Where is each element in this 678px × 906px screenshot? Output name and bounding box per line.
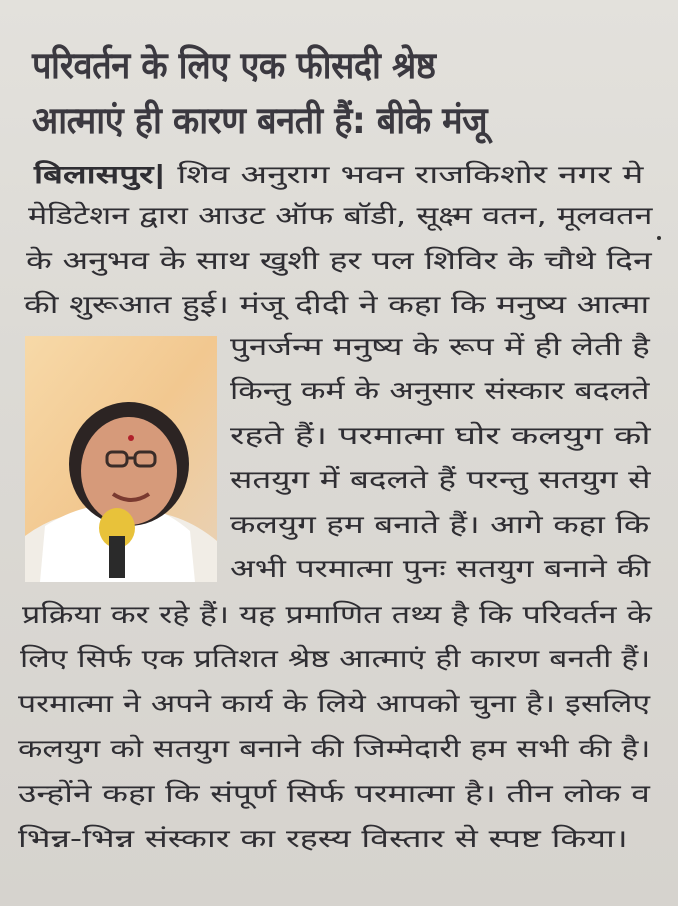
body-line-2: मेडिटेशन द्वारा आउट ऑफ बॉडी, सूक्ष्म वतन, मूलवतन — [28, 201, 653, 230]
body-line-5: पुनर्जन्म मनुष्य के रूप में ही लेती है — [230, 332, 650, 361]
headline — [32, 38, 652, 148]
print-speck — [657, 236, 661, 240]
body-line-15: उन्होंने कहा कि संपूर्ण सिर्फ परमात्मा है। तीन लोक व — [18, 779, 650, 808]
body-line-8: सतयुग में बदलते हैं परन्तु सतयुग से — [230, 465, 651, 494]
headline-line-2: आत्माएं ही कारण बनती हैं: बीके मंजू — [32, 99, 488, 142]
dateline: बिलासपुर| — [34, 160, 167, 189]
body-line-14: कलयुग को सतयुग बनाने की जिम्मेदारी हम सभी की है। — [18, 734, 651, 763]
body-line-10: अभी परमात्मा पुनः सतयुग बनाने की — [230, 554, 651, 583]
body-line-6: किन्तु कर्म के अनुसार संस्कार बदलते — [230, 376, 650, 405]
headline-line-1: परिवर्तन के लिए एक फीसदी श्रेष्ठ — [32, 44, 436, 87]
speaker-photo — [25, 336, 217, 582]
body-line-4: की शुरूआत हुई। मंजू दीदी ने कहा कि मनुष्य आत्मा — [24, 290, 650, 319]
body-line-3: के अनुभव के साथ खुशी हर पल शिविर के चौथे दिन — [26, 246, 652, 275]
body-line-13: परमात्मा ने अपने कार्य के लिये आपको चुना है। इसलिए — [18, 689, 650, 718]
body-line-1 — [34, 160, 643, 190]
body-line-12: लिए सिर्फ एक प्रतिशत श्रेष्ठ आत्माएं ही कारण बनती हैं। — [20, 644, 651, 673]
body-line-7: रहते हैं। परमात्मा घोर कलयुग को — [230, 421, 651, 450]
body-line-1-text: शिव अनुराग भवन राजकिशोर नगर मे — [166, 160, 644, 189]
body-line-11: प्रक्रिया कर रहे हैं। यह प्रमाणित तथ्य है कि परिवर्तन के — [22, 600, 652, 629]
speaker-portrait-image — [25, 336, 217, 582]
body-line-9: कलयुग हम बनाते हैं। आगे कहा कि — [230, 510, 650, 539]
body-line-16: भिन्न-भिन्न संस्कार का रहस्य विस्तार से स्पष्ट किया। — [18, 824, 628, 853]
